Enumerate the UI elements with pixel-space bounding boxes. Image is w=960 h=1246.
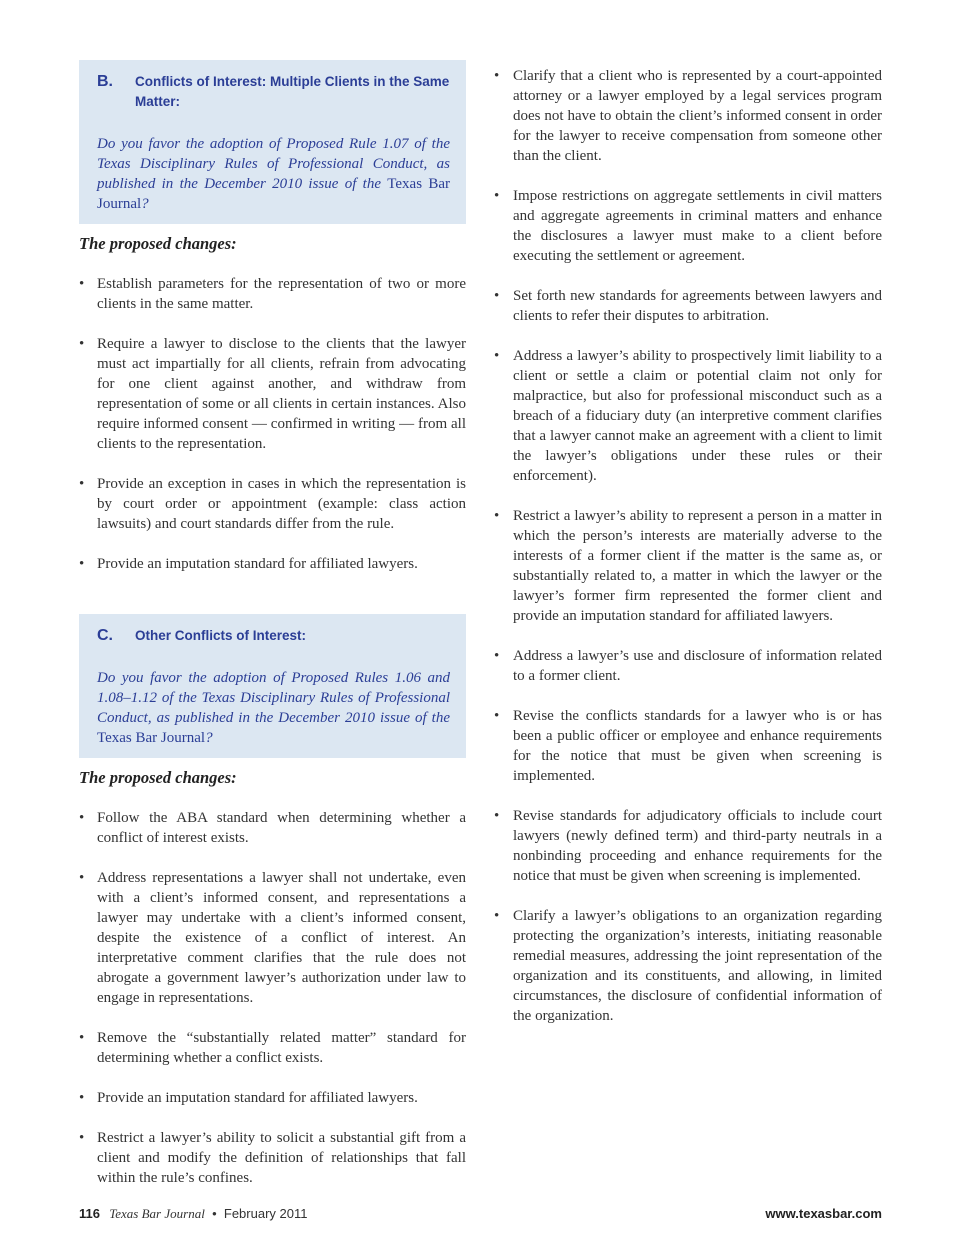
bullet-icon: • (79, 556, 85, 572)
bullet-icon: • (79, 1090, 85, 1106)
list-item-text: Address a lawyer’s use and disclosure of information related to a former client. (513, 648, 882, 684)
section-c-header (97, 626, 450, 646)
right-column (494, 66, 882, 1046)
list-item (494, 906, 882, 1026)
list-item-text: Provide an imputation standard for affiliated lawyers. (97, 556, 418, 572)
section-b-question-mark: ? (141, 196, 149, 212)
section-b-header (97, 72, 450, 112)
list-item-text: Clarify that a client who is represented by a court-appointed attorney or a lawyer employed by a legal services program does not have to obtain the client’s informed consent in order for the lawyer to receive compensation from someone other than the client. (513, 68, 882, 164)
list-item (79, 1128, 466, 1188)
list-item-text: Require a lawyer to disclose to the clients that the lawyer must act impartially for all clients, refrain from advocating for one client against another, and withdraw from representation of some or all clients in certain instances. Also require informed consent — confirmed in writing — from all clients to the representation. (97, 336, 466, 452)
section-b-publication: Texas Bar Journal (97, 176, 450, 212)
bullet-icon: • (494, 348, 500, 364)
section-c-question-box (79, 614, 466, 758)
section-b-bullet-list (79, 274, 466, 574)
list-item (79, 1028, 466, 1068)
bullet-icon: • (494, 508, 500, 524)
list-item (79, 868, 466, 1008)
footer-journal-name: Texas Bar Journal (109, 1206, 205, 1221)
bullet-icon: • (494, 288, 500, 304)
bullet-icon: • (494, 648, 500, 664)
bullet-icon: • (79, 1030, 85, 1046)
list-item (79, 274, 466, 314)
list-item-text: Revise the conflicts standards for a lawyer who is or has been a public officer or employee and enhance requirements for the notice that must be given when screening is implemented. (513, 708, 882, 784)
list-item (494, 346, 882, 486)
list-item (494, 706, 882, 786)
section-c-question-mark: ? (205, 730, 213, 746)
list-item (494, 186, 882, 266)
section-b-title: Conflicts of Interest: Multiple Clients in the Same Matter: (135, 74, 450, 109)
section-c-title: Other Conflicts of Interest: (135, 628, 307, 643)
footer-date: February 2011 (223, 1206, 308, 1221)
list-item-text: Impose restrictions on aggregate settlements in civil matters and aggregate agreements in criminal matters and enhance the disclosures a lawyer must make to a client before executing the settlement or agreement. (513, 188, 882, 264)
list-item-text: Address representations a lawyer shall not undertake, even with a client’s informed consent, and representations a lawyer may undertake with a client’s informed consent, despite the existence of a conflict of interest. An interpretative comment clarifies that the rule does not abrogate a government lawyer’s authorization under law to engage in representations. (97, 870, 466, 1006)
list-item-text: Set forth new standards for agreements between lawyers and clients to refer their disputes to arbitration. (513, 288, 882, 324)
page-footer (79, 1206, 882, 1226)
footer-separator: • (212, 1206, 217, 1221)
list-item (494, 806, 882, 886)
list-item-text: Provide an imputation standard for affiliated lawyers. (97, 1090, 418, 1106)
bullet-icon: • (494, 68, 500, 84)
list-item (79, 1088, 466, 1108)
list-item-text: Restrict a lawyer’s ability to solicit a substantial gift from a client and modify the definition of relationships that fall within the rule’s confines. (97, 1130, 466, 1186)
list-item-text: Revise standards for adjudicatory officials to include court lawyers (newly defined term) and third-party neutrals in a nonbinding proceeding and enhance requirements for the notice that must be given when screening is implemented. (513, 808, 882, 884)
left-column (79, 60, 466, 1208)
bullet-icon: • (79, 810, 85, 826)
section-c-changes-heading: The proposed changes: (79, 768, 237, 787)
section-c-publication: Texas Bar Journal (97, 730, 206, 746)
list-item (494, 286, 882, 326)
list-item-text: Provide an exception in cases in which the representation is by court order or appointment (example: class action lawsuits) and court standards differ from the rule. (97, 476, 466, 532)
bullet-icon: • (79, 276, 85, 292)
section-b-question-text: Do you favor the adoption of Proposed Rule 1.07 of the Texas Disciplinary Rules of Professional Conduct, as published in the December 2010 issue of the (97, 136, 450, 192)
bullet-icon: • (494, 708, 500, 724)
section-b-letter: B. (97, 73, 113, 90)
bullet-icon: • (494, 908, 500, 924)
list-item-text: Remove the “substantially related matter” standard for determining whether a conflict exists. (97, 1030, 466, 1066)
list-item (79, 554, 466, 574)
list-item-text: Restrict a lawyer’s ability to represent a person in a matter in which the person’s interests are materially adverse to the interests of a former client if the matter is the same as, or substantially related to, a matter in which the lawyer or the lawyer’s former firm represented the former client and provide an imputation standard for affiliated lawyers. (513, 508, 882, 624)
section-c-question-text: Do you favor the adoption of Proposed Rules 1.06 and 1.08–1.12 of the Texas Disciplinary Rules of Professional Conduct, as published in the December 2010 issue of the (97, 670, 450, 726)
list-item (79, 474, 466, 534)
bullet-icon: • (494, 808, 500, 824)
bullet-icon: • (494, 188, 500, 204)
section-b-question (97, 134, 450, 214)
list-item-text: Follow the ABA standard when determining whether a conflict of interest exists. (97, 810, 466, 846)
section-c-letter: C. (97, 627, 113, 644)
section-c-bullet-list (79, 808, 466, 1188)
list-item-text: Address a lawyer’s ability to prospectively limit liability to a client or settle a claim or potential claim not only for malpractice, but also for professional misconduct such as a breach of a fiduciary duty (an interpretive comment clarifies that a lawyer cannot make an agreement with a client to limit the lawyer’s obligations under these rules or their enforcement). (513, 348, 882, 484)
page-number: 116 (79, 1206, 100, 1221)
section-b-changes-heading: The proposed changes: (79, 234, 237, 253)
list-item (79, 808, 466, 848)
bullet-icon: • (79, 336, 85, 352)
footer-website-link[interactable]: www.texasbar.com (765, 1206, 882, 1221)
list-item-text: Establish parameters for the representation of two or more clients in the same matter. (97, 276, 466, 312)
list-item (494, 646, 882, 686)
section-c-question (97, 668, 450, 748)
right-bullet-list (494, 66, 882, 1026)
list-item-text: Clarify a lawyer’s obligations to an organization regarding protecting the organization’s interests, initiating reasonable remedial measures, addressing the joint representation of the organization and its constituents, and allowing, in limited circumstances, the disclosure of confidential information of the organization. (513, 908, 882, 1024)
bullet-icon: • (79, 476, 85, 492)
list-item (494, 506, 882, 626)
bullet-icon: • (79, 870, 85, 886)
list-item (494, 66, 882, 166)
list-item (79, 334, 466, 454)
section-b-question-box (79, 60, 466, 224)
bullet-icon: • (79, 1130, 85, 1146)
